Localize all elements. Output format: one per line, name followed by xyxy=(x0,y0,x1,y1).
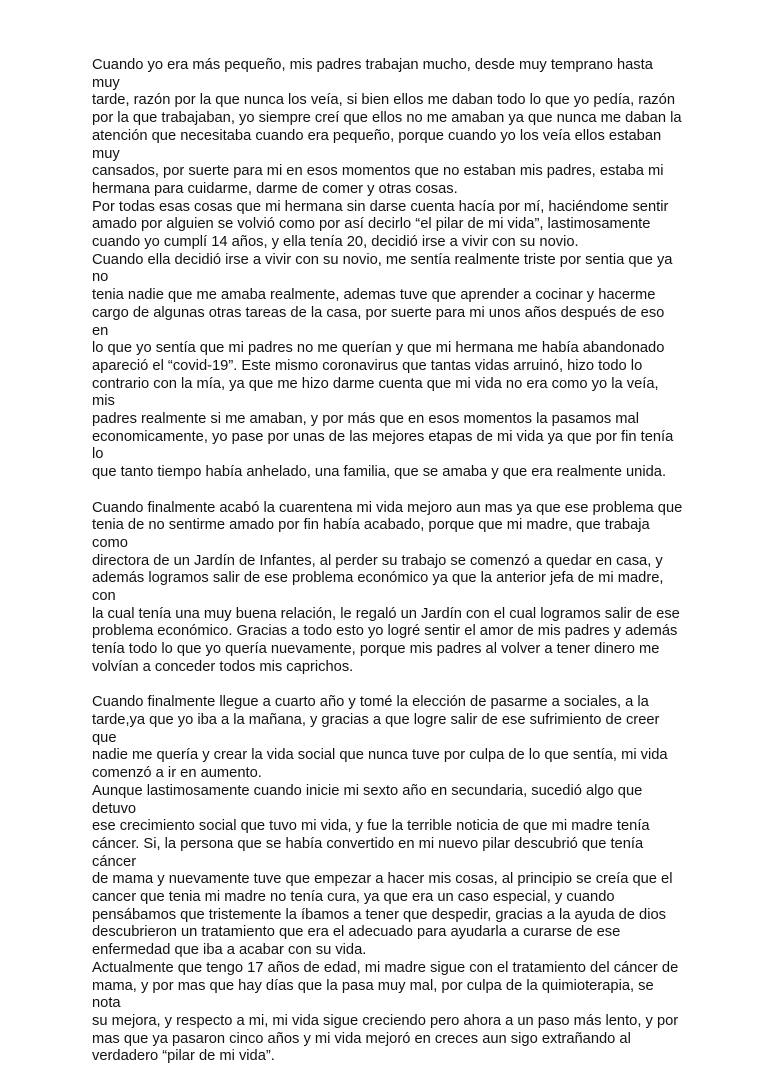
paragraph-covid: Cuando ella decidió irse a vivir con su novio, me sentía realmente triste por sentia que ya no tenia nadie que me amaba realmente, ademas tuve que aprender a cocinar y hacerme cargo de algunas otras tareas de la casa, por suerte para mi unos años después de eso en lo que yo sentía que mi padres no me querían y que mi hermana me había abandonado apareció el “covid-19”. Este mismo coronavirus que tantas vidas arruinó, hizo todo lo contrario con la mía, ya que me hizo darme cuenta que mi vida no era como yo la veía, mis padres realmente si me amaban, y por más que en esos momentos la pasamos mal economicamente, yo pase por unas de las mejores etapas de mi vida ya que por fin tenía lo que tanto tiempo había anhelado, una familia, que se amaba y que era realmente unida. xyxy=(92,251,674,481)
paragraph-spacer xyxy=(92,677,684,695)
paragraph-quarantine-end: Cuando finalmente acabó la cuarentena mi vida mejoro aun mas ya que ese problema que tenia de no sentirme amado por fin había acabado, porque que mi madre, que trabaja como directora de un Jardín de Infantes, al perder su trabajo se comenzó a quedar en casa, y además logramos salir de ese problema económico ya que la anterior jefa de mi madre, con la cual tenía una muy buena relación, le regaló un Jardín con el cual logramos salir de ese problema económico. Gracias a todo esto yo logré sentir el amor de mis padres y además tenía todo lo que yo quería nuevamente, porque mis padres al volver a tener dinero me volvían a conceder todos mis caprichos. xyxy=(92,499,683,675)
paragraph-sister: Por todas esas cosas que mi hermana sin darse cuenta hacía por mí, haciéndome sentir amado por alguien se volvió como por así decirlo “el pilar de mi vida”, lastimosamente cuando yo cumplí 14 años, y ella tenía 20, decidió irse a vivir con su novio. xyxy=(92,198,669,251)
paragraph-fourth-year: Cuando finalmente llegue a cuarto año y tomé la elección de pasarme a sociales, a la tarde,ya que yo iba a la mañana, y gracias a que logre salir de ese sufrimiento de creer que nadie me quería y crear la vida social que nunca tuve por culpa de lo que sentía, mi vida comenzó a ir en aumento. xyxy=(92,694,668,782)
paragraph-childhood: Cuando yo era más pequeño, mis padres trabajan mucho, desde muy temprano hasta muy tarde, razón por la que nunca los veía, si bien ellos me daban todo lo que yo pedía, razón por la que trabajaban, yo siempre creí que ellos no me amaban ya que nunca me daban la atención que necesitaba cuando era pequeño, porque cuando yo los veía ellos estaban muy cansados, por suerte para mi en esos momentos que no estaban mis padres, estaba mi hermana para cuidarme, darme de comer y otras cosas. xyxy=(92,57,682,197)
paragraph-spacer xyxy=(92,482,684,500)
paragraph-sixth-year: Aunque lastimosamente cuando inicie mi sexto año en secundaria, sucedió algo que detuvo ese crecimiento social que tuvo mi vida, y fue la terrible noticia de que mi madre tenía cáncer. Si, la persona que se había convertido en mi nuevo pilar descubrió que tenía cáncer de mama y nuevamente tuve que empezar a hacer mis cosas, al principio se creía que el cancer que tenia mi madre no tenía cura, ya que era un caso especial, y cuando pensábamos que tristemente la íbamos a tener que despedir, gracias a la ayuda de dios descubrieron un tratamiento que era el adecuado para ayudarla a curarse de ese enfermedad que iba a acabar con su vida. xyxy=(92,782,673,959)
paragraph-present: Actualmente que tengo 17 años de edad, mi madre sigue con el tratamiento del cáncer de mama, y por mas que hay días que la pasa muy mal, por culpa de la quimioterapia, se nota su mejora, y respecto a mi, mi vida sigue creciendo pero ahora a un paso más lento, y por mas que ya pasaron cinco años y mi vida mejoró en creces aun sigo extrañando al verdadero “pilar de mi vida”. xyxy=(92,959,679,1065)
document-body xyxy=(92,57,684,1066)
